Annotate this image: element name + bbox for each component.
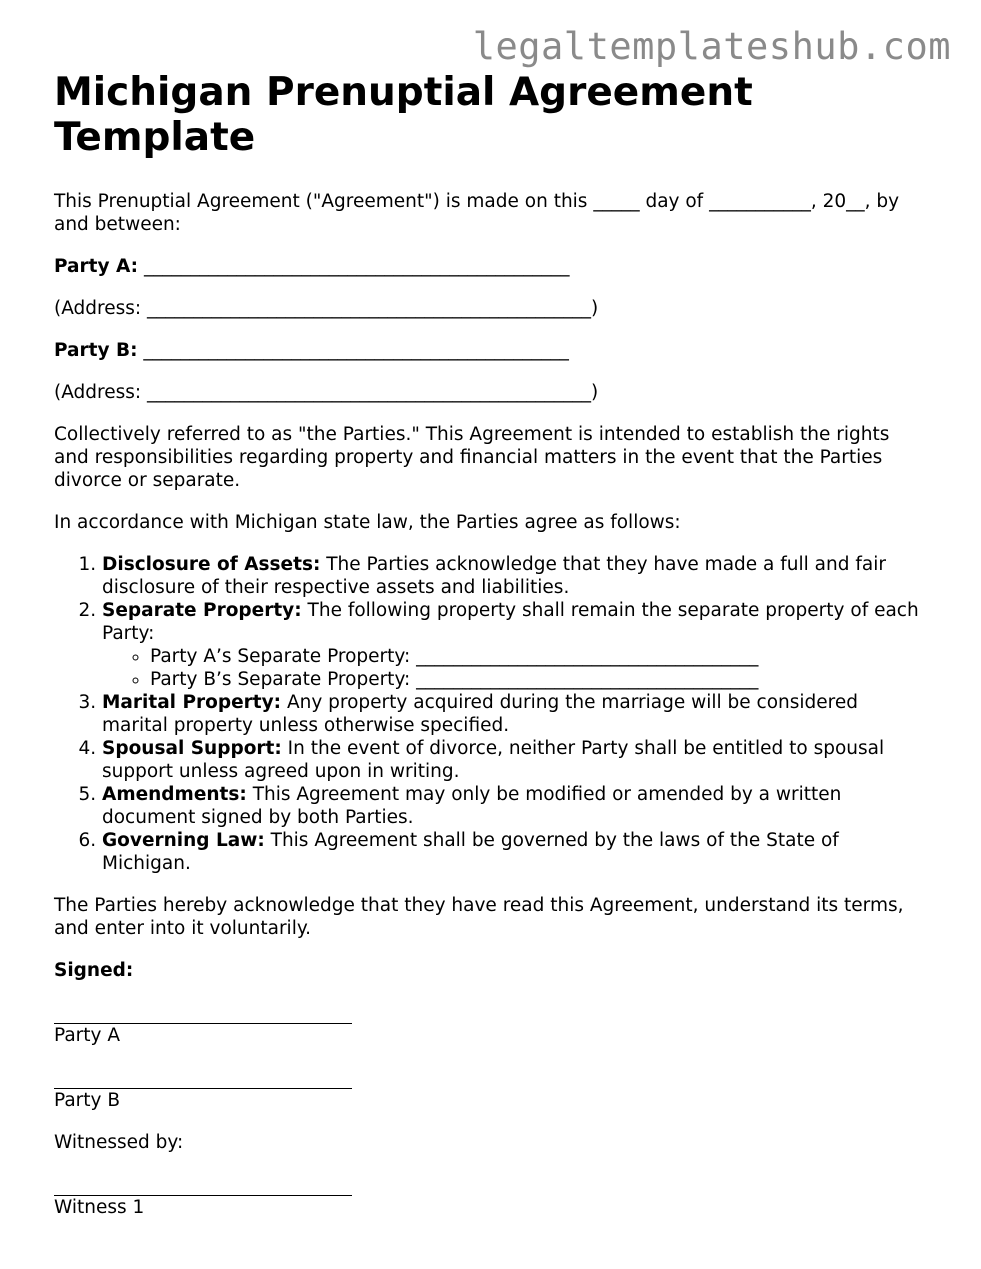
separate-property-item: ◦ Party B’s Separate Property: _____________________________________ — [150, 668, 929, 691]
term-item — [102, 599, 929, 691]
document-body — [54, 70, 929, 1238]
term-item — [102, 553, 929, 599]
acknowledge-paragraph: The Parties hereby acknowledge that they have read this Agreement, understand its terms, and enter into it voluntarily. — [54, 895, 904, 939]
term-text: In the event of divorce, neither Party shall be entitled to spousal support unless agreed upon in writing. — [102, 738, 885, 782]
term-heading: Separate Property: — [102, 600, 302, 621]
page-title: Michigan Prenuptial Agreement Template — [54, 70, 753, 160]
party-a-blank: ______________________________________________ — [138, 256, 570, 277]
address-a-field: (Address: ________________________________________________) — [54, 298, 599, 319]
signed-heading — [54, 959, 929, 982]
watermark: legaltemplateshub.com — [472, 25, 951, 68]
term-text: This Agreement shall be governed by the laws of the State of Michigan. — [102, 830, 839, 874]
party-b-label: Party B: — [54, 340, 138, 361]
signature-party-b — [54, 1066, 929, 1112]
signature-label: Party A — [54, 1025, 121, 1046]
term-heading: Marital Property: — [102, 692, 282, 713]
signature-party-a — [54, 1001, 929, 1047]
collectively-paragraph: Collectively referred to as "the Parties." This Agreement is intended to establish the rights and responsibilities regarding property and financial matters in the event that the Parties divorce or separate. — [54, 424, 890, 491]
party-a-label: Party A: — [54, 256, 139, 277]
accordance-paragraph: In accordance with Michigan state law, the Parties agree as follows: — [54, 512, 681, 533]
party-b-field — [54, 339, 929, 362]
term-heading: Disclosure of Assets: — [102, 554, 321, 575]
address-b-field: (Address: ________________________________________________) — [54, 382, 599, 403]
intro-paragraph: This Prenuptial Agreement ("Agreement") is made on this _____ day of ___________, 20__, by and between: — [54, 191, 900, 235]
term-heading: Governing Law: — [102, 830, 265, 851]
witnessed-by: Witnessed by: — [54, 1132, 184, 1153]
term-heading: Spousal Support: — [102, 738, 282, 759]
separate-property-list — [102, 645, 929, 691]
signature-line — [54, 1173, 352, 1196]
party-b-blank: ______________________________________________ — [137, 340, 569, 361]
terms-list — [54, 553, 929, 875]
term-text: The Parties acknowledge that they have made a full and fair disclosure of their respective assets and liabilities. — [102, 554, 886, 598]
term-text: This Agreement may only be modified or amended by a written document signed by both Parties. — [102, 784, 842, 828]
signature-line — [54, 1066, 352, 1089]
term-text: The following property shall remain the separate property of each Party: — [102, 600, 919, 644]
term-text: Any property acquired during the marriage will be considered marital property unless otherwise specified. — [102, 692, 858, 736]
party-a-field — [54, 255, 929, 278]
term-item — [102, 829, 929, 875]
separate-property-item: ◦ Party A’s Separate Property: _____________________________________ — [150, 645, 929, 668]
term-item — [102, 783, 929, 829]
signature-label: Party B — [54, 1090, 121, 1111]
term-item — [102, 737, 929, 783]
signature-label: Witness 1 — [54, 1197, 145, 1218]
term-heading: Amendments: — [102, 784, 247, 805]
signature-line — [54, 1001, 352, 1024]
signature-witness-1 — [54, 1173, 929, 1219]
signed-label: Signed: — [54, 960, 134, 981]
term-item — [102, 691, 929, 737]
